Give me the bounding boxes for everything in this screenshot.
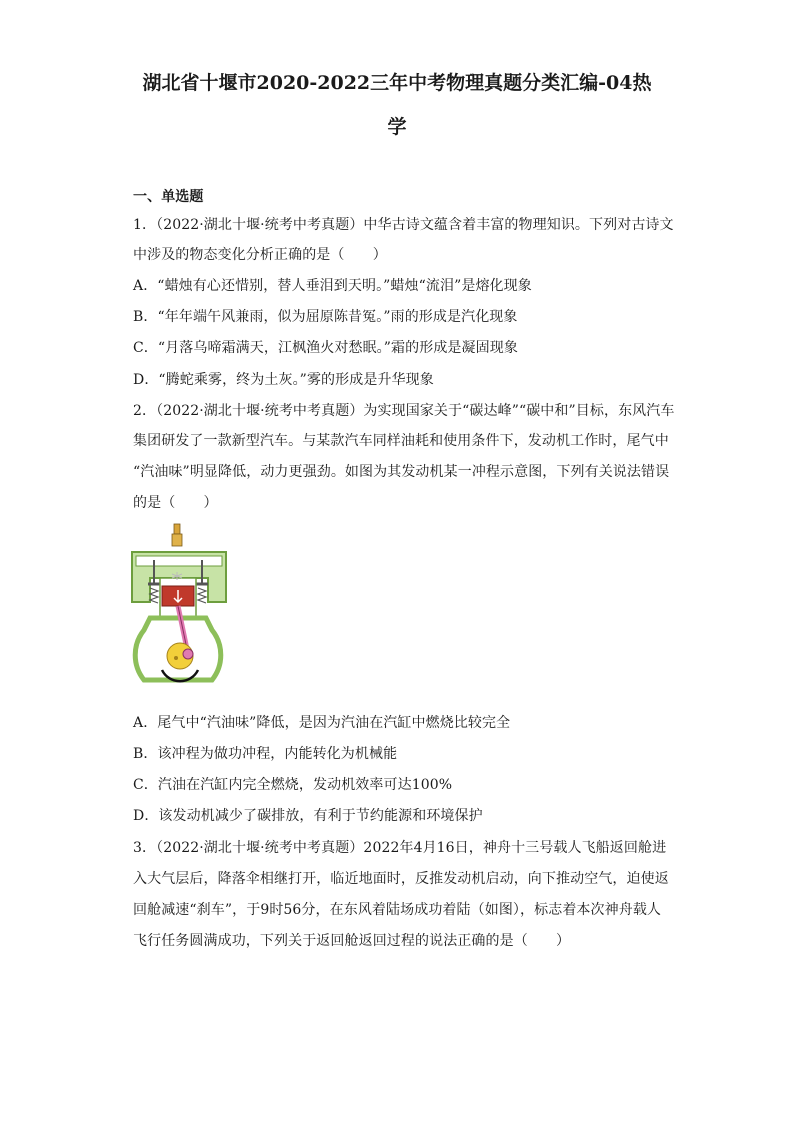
q2-stem-line2: 集团研发了一款新型汽车。与某款汽车同样油耗和使用条件下，发动机工作时，尾气中 (133, 433, 669, 449)
doc-title-line2: 学 (387, 116, 407, 138)
q2-option-d: D．该发动机减少了碳排放，有利于节约能源和环境保护 (133, 808, 483, 824)
q1-option-d: D．“腾蛇乘雾，终为土灰。”雾的形成是升华现象 (133, 372, 434, 388)
q2-option-c: C．汽油在汽缸内完全燃烧，发动机效率可达100% (133, 777, 453, 793)
q1-option-b: B．“年年端午风兼雨，似为屈原陈昔冤。”雨的形成是汽化现象 (133, 309, 518, 325)
q3-stem-line1: 3．（2022·湖北十堰·统考中考真题）2022年4月16日，神舟十三号载人飞船返回舱进 (133, 840, 667, 856)
q2-option-b: B．该冲程为做功冲程，内能转化为机械能 (133, 746, 398, 762)
q1-stem-line1: 1．（2022·湖北十堰·统考中考真题）中华古诗文蕴含着丰富的物理知识。下列对古诗文 (133, 217, 674, 233)
q3-stem-line2: 入大气层后，降落伞相继打开，临近地面时，反推发动机启动，向下推动空气，迫使返 (133, 871, 669, 887)
q2-option-a: A．尾气中“汽油味”降低，是因为汽油在汽缸中燃烧比较完全 (133, 715, 511, 731)
q2-stem-line1: 2．（2022·湖北十堰·统考中考真题）为实现国家关于“碳达峰”“碳中和”目标，东风汽车 (133, 403, 675, 419)
q1-option-a: A．“蜡烛有心还惜别，替人垂泪到天明。”蜡烛“流泪”是熔化现象 (133, 278, 532, 294)
q1-option-c: C．“月落乌啼霜满天，江枫渔火对愁眠。”霜的形成是凝固现象 (133, 340, 518, 356)
doc-title-line1: 湖北省十堰市2020-2022三年中考物理真题分类汇编-04热 (142, 72, 652, 94)
q2-stem-line4: 的是（ ） (133, 495, 218, 511)
q3-stem-line4: 飞行任务圆满成功，下列关于返回舱返回过程的说法正确的是（ ） (133, 933, 571, 949)
engine-stroke-figure (128, 522, 230, 694)
q3-stem-line3: 回舱减速“刹车”，于9时56分，在东风着陆场成功着陆（如图），标志着本次神舟载人 (133, 902, 662, 918)
q2-stem-line3: “汽油味”明显降低，动力更强劲。如图为其发动机某一冲程示意图，下列有关说法错误 (133, 464, 670, 480)
section-heading: 一、单选题 (133, 189, 204, 205)
q1-stem-line2: 中涉及的物态变化分析正确的是（ ） (133, 247, 387, 263)
